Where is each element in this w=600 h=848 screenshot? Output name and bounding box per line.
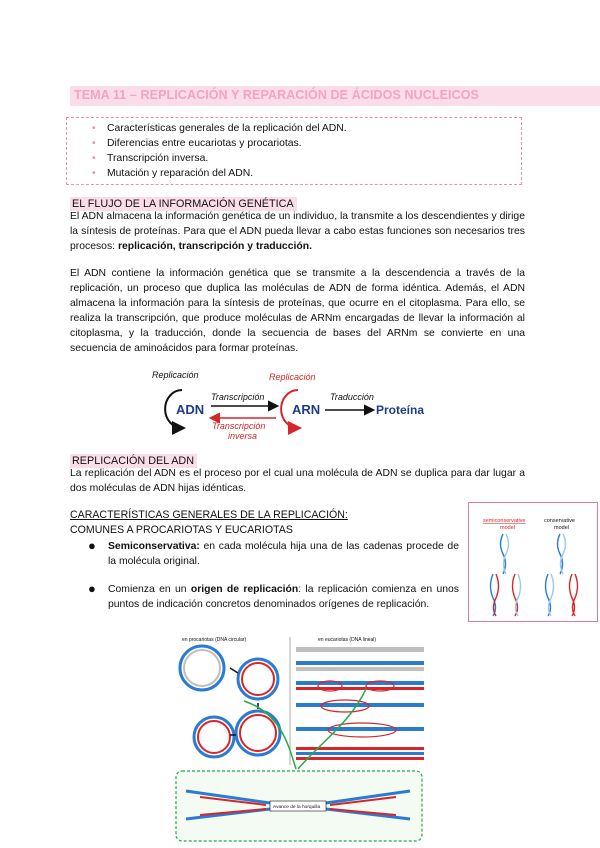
- label-eucariotas: en eucariotas (DNA lineal): [318, 637, 377, 643]
- label-proteina: Proteína: [376, 403, 425, 417]
- bullet-2: ●: [88, 581, 96, 596]
- toc-item: • Diferencias entre eucariotas y procariotas.: [92, 136, 347, 151]
- label-procariotas: en procariotas (DNA circular): [182, 637, 247, 643]
- b2-text-c: : la replicación comienza en unos puntos de indicación concretos denominados orígenes de replicación.: [108, 584, 459, 610]
- paragraph-replicacion: La replicación del ADN es el proceso por el cual una molécula de ADN se duplica para dar lugar a dos moléculas de ADN hijas idénticas.: [70, 468, 525, 494]
- label-arn: ARN: [292, 402, 321, 417]
- paragraph-flujo-2: El ADN contiene la información genética que se transmite a la descendencia a través de la replicación, un proceso que duplica las moléculas de ADN de forma idéntica. Además, el ADN almacena la información para la síntesis de proteínas, que ocurre en el citoplasma. Para ello, se realiza la transcripción, que produce moléculas de ARNm encargadas de llevar la información al citoplasma, y la traducción, donde la secuencia de bases del ARNm se convierte en una secuencia de aminoácidos para formar proteínas.: [70, 268, 525, 354]
- paragraph-flujo-1: [70, 209, 525, 254]
- figure-replication-origins: [170, 633, 428, 843]
- label-transcripcion: Transcripción: [211, 392, 265, 402]
- toc-item: • Mutación y reparación del ADN.: [92, 166, 347, 181]
- section-heading-replicacion: REPLICACIÓN DEL ADN: [70, 454, 197, 468]
- bullet-text-semiconservativa: [108, 540, 459, 569]
- b1-bold: Semiconservativa:: [108, 541, 200, 552]
- bullet-text-origen: [108, 583, 459, 612]
- b2-bold: origen de replicación: [190, 584, 299, 595]
- label-cons-model: model: [554, 525, 569, 531]
- label-transinv-2: inversa: [228, 431, 258, 441]
- b1-text: en cada molécula hija una de las cadenas procede de la molécula original.: [108, 541, 459, 567]
- bullet-1: ●: [88, 538, 96, 553]
- p1-bold: replicación, transcripción y traducción.: [117, 241, 312, 252]
- p1-text: El ADN almacena la información genética de un individuo, la transmite a los descendientes y dirige la síntesis de proteínas. Para que el ADN pueda llevar a cabo estas funciones son necesarios tres procesos:: [70, 211, 525, 252]
- b2-text-a: Comienza en un: [108, 584, 191, 595]
- toc-item: • Transcripción inversa.: [92, 151, 347, 166]
- label-semiconservative: semiconservative: [483, 518, 526, 524]
- toc-item: • Características generales de la replicación del ADN.: [92, 121, 347, 136]
- label-avance-horquilla: Avance de la horquilla: [273, 805, 321, 810]
- label-transinv-1: Transcripción: [212, 421, 266, 431]
- label-replicacion-arn: Replicación: [269, 372, 316, 382]
- label-conservative: conservative: [544, 518, 575, 524]
- page-title: TEMA 11 – REPLICACIÓN Y REPARACIÓN DE ÁCIDOS NUCLEICOS: [74, 88, 479, 102]
- subheading-comunes: COMUNES A PROCARIOTAS Y EUCARIOTAS: [70, 524, 293, 536]
- label-adn: ADN: [176, 402, 205, 417]
- flow-diagram: [140, 366, 440, 446]
- label-traduccion: Traducción: [330, 392, 374, 402]
- label-replicacion-adn: Replicación: [152, 370, 199, 380]
- section-heading-flujo: EL FLUJO DE LA INFORMACIÓN GENÉTICA: [70, 197, 297, 211]
- figure-replication-models: [468, 502, 598, 622]
- label-semi-model: model: [500, 525, 515, 531]
- toc-box: [66, 117, 522, 185]
- subheading-caracteristicas: CARACTERÍSTICAS GENERALES DE LA REPLICACIÓN:: [70, 509, 348, 521]
- toc-list: [92, 121, 347, 181]
